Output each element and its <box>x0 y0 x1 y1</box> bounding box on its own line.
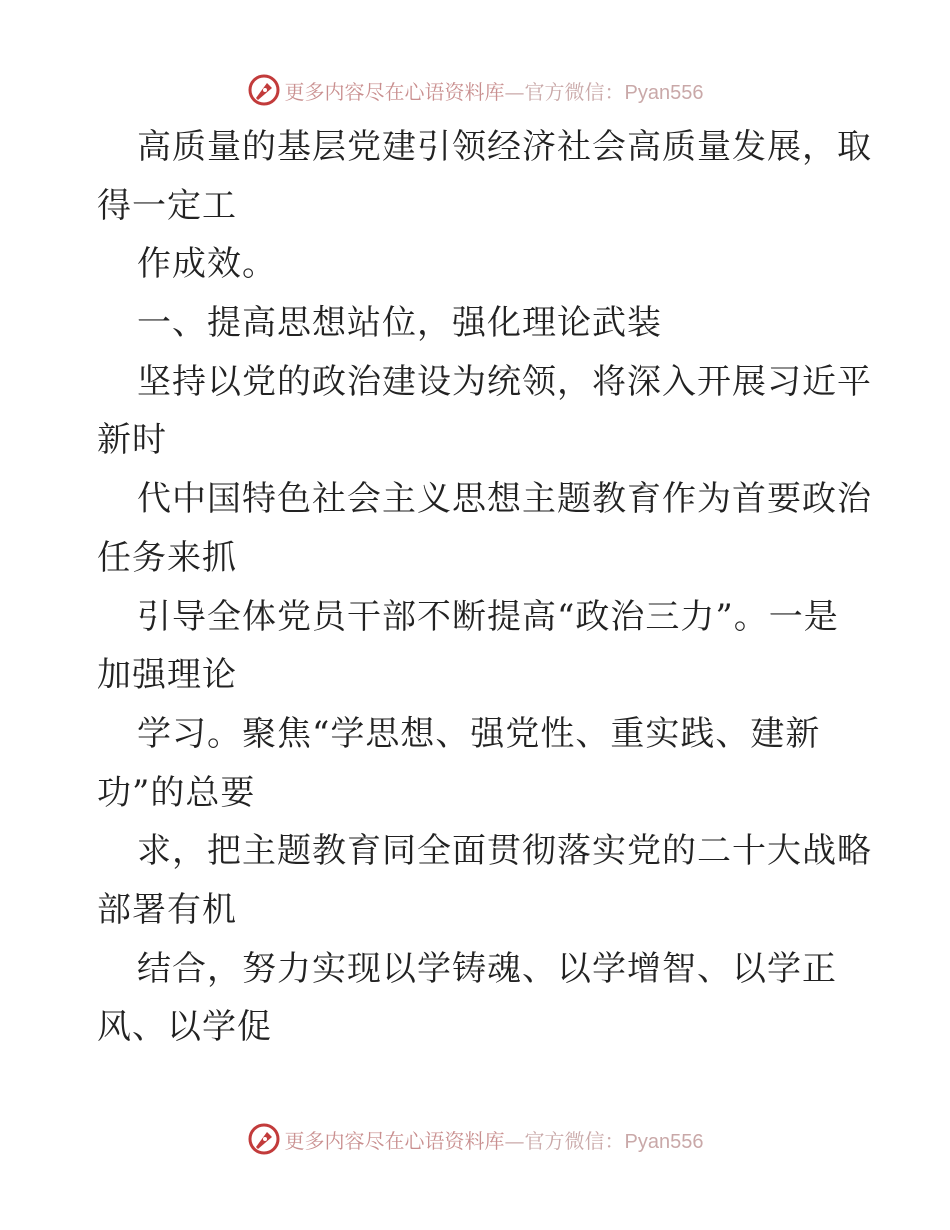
footer-text <box>285 1125 704 1154</box>
body-text <box>97 118 872 1057</box>
text-line: 坚持以党的政治建设为统领，将深入开展习近平 <box>137 361 872 402</box>
text-line: 高质量的基层党建引领经济社会高质量发展，取 <box>137 127 872 167</box>
text-line: 作成效。 <box>137 244 277 285</box>
header-wechat-label: 官方微信： <box>524 79 625 104</box>
pen-nib-circle-icon <box>247 73 281 107</box>
header-banner <box>0 70 950 110</box>
text-line: 结合，努力实现以学铸魂、以学增智、以学正 <box>137 948 837 989</box>
header-site-text: 更多内容尽在心语资料库 <box>284 79 505 104</box>
text-line: 得一定工 <box>97 185 237 226</box>
header-separator: — <box>504 79 525 104</box>
text-line: 部署有机 <box>97 889 237 930</box>
footer-wechat-id: Pyan556 <box>624 1130 704 1153</box>
text-line: 引导全体党员干部不断提高“政治三力”。一是 <box>137 596 839 637</box>
text-line: 任务来抓 <box>97 537 237 578</box>
text-line: 学习。聚焦“学思想、强党性、重实践、建新 <box>137 713 821 754</box>
footer-separator: — <box>504 1128 525 1153</box>
text-line: 加强理论 <box>97 655 237 696</box>
text-line: 风、以学促 <box>97 1007 272 1048</box>
header-text <box>285 76 704 105</box>
text-line: 求，把主题教育同全面贯彻落实党的二十大战略 <box>137 831 872 872</box>
section-heading: 一、提高思想站位，强化理论武装 <box>137 303 662 344</box>
footer-site-text: 更多内容尽在心语资料库 <box>284 1128 505 1153</box>
footer-wechat-label: 官方微信： <box>524 1128 625 1153</box>
text-line: 新时 <box>97 420 167 461</box>
pen-nib-circle-icon <box>247 1122 281 1156</box>
text-line: 功”的总要 <box>97 772 256 813</box>
text-line: 代中国特色社会主义思想主题教育作为首要政治 <box>137 479 872 520</box>
header-wechat-id: Pyan556 <box>624 81 704 104</box>
footer-banner <box>0 1119 950 1159</box>
